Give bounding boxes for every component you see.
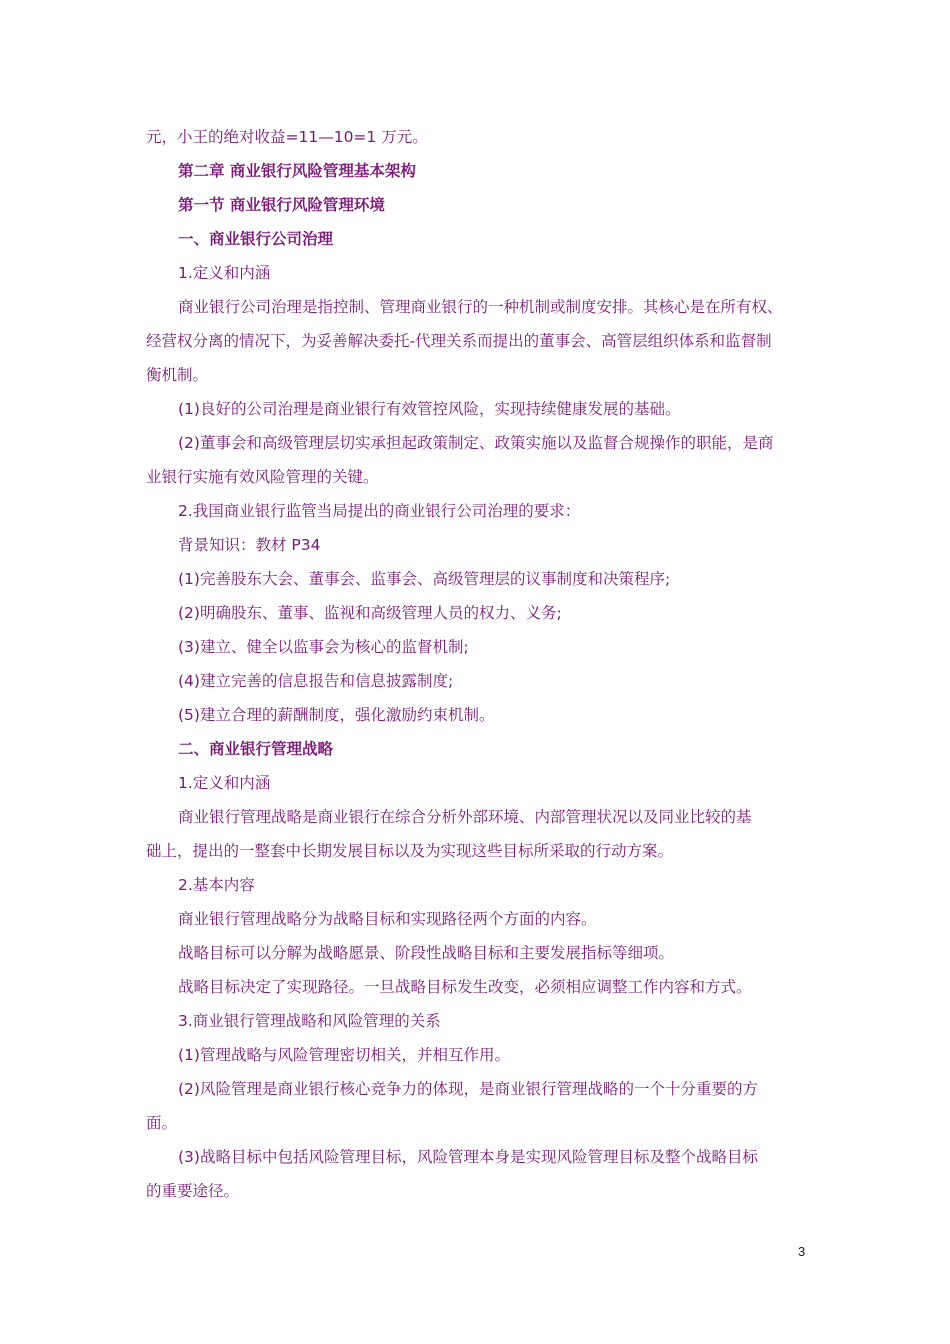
background-note: 背景知识：教材 P34 <box>178 536 321 554</box>
document-body <box>146 120 810 1208</box>
list-item: (1)管理战略与风险管理密切相关，并相互作用。 <box>178 1046 510 1064</box>
list-item: (2)明确股东、董事、监视和高级管理人员的权力、义务; <box>178 604 562 622</box>
section-heading: 第一节 商业银行风险管理环境 <box>178 196 385 214</box>
list-item: (3)建立、健全以监事会为核心的监督机制; <box>178 638 469 656</box>
chapter-heading: 第二章 商业银行风险管理基本架构 <box>178 162 416 180</box>
list-item: (3)战略目标中包括风险管理目标，风险管理本身是实现风险管理目标及整个战略目标 <box>178 1148 758 1166</box>
paragraph-line: 经营权分离的情况下，为妥善解决委托-代理关系而提出的董事会、高管层组织体系和监督制 <box>146 332 772 350</box>
text-line: 元，小王的绝对收益=11—10=1 万元。 <box>146 128 428 146</box>
list-item: (2)董事会和高级管理层切实承担起政策制定、政策实施以及监督合规操作的职能，是商 <box>178 434 774 452</box>
item-heading: 2.基本内容 <box>178 876 255 894</box>
item-heading: 1.定义和内涵 <box>178 264 271 282</box>
paragraph-line: 商业银行公司治理是指控制、管理商业银行的一种机制或制度安排。其核心是在所有权、 <box>178 298 783 316</box>
list-item-continuation: 的重要途径。 <box>146 1182 240 1200</box>
paragraph-line: 战略目标决定了实现路径。一旦战略目标发生改变，必须相应调整工作内容和方式。 <box>178 978 752 996</box>
list-item: (4)建立完善的信息报告和信息披露制度; <box>178 672 454 690</box>
page-number: 3 <box>798 1244 806 1259</box>
paragraph-line: 战略目标可以分解为战略愿景、阶段性战略目标和主要发展指标等细项。 <box>178 944 675 962</box>
paragraph-line: 础上，提出的一整套中长期发展目标以及为实现这些目标所采取的行动方案。 <box>146 842 674 860</box>
list-item: (2)风险管理是商业银行核心竞争力的体现，是商业银行管理战略的一个十分重要的方 <box>178 1080 758 1098</box>
list-item: (1)完善股东大会、董事会、监事会、高级管理层的议事制度和决策程序; <box>178 570 671 588</box>
item-heading: 2.我国商业银行监管当局提出的商业银行公司治理的要求： <box>178 502 581 520</box>
subsection-heading: 一、商业银行公司治理 <box>178 230 334 248</box>
item-heading: 3.商业银行管理战略和风险管理的关系 <box>178 1012 441 1030</box>
paragraph-line: 衡机制。 <box>146 366 209 384</box>
list-item: (1)良好的公司治理是商业银行有效管控风险，实现持续健康发展的基础。 <box>178 400 681 418</box>
list-item-continuation: 面。 <box>146 1114 178 1132</box>
subsection-heading: 二、商业银行管理战略 <box>178 740 334 758</box>
paragraph-line: 商业银行管理战略是商业银行在综合分析外部环境、内部管理状况以及同业比较的基 <box>178 808 752 826</box>
paragraph-line: 商业银行管理战略分为战略目标和实现路径两个方面的内容。 <box>178 910 597 928</box>
item-heading: 1.定义和内涵 <box>178 774 271 792</box>
list-item: (5)建立合理的薪酬制度，强化激励约束机制。 <box>178 706 495 724</box>
list-item-continuation: 业银行实施有效风险管理的关键。 <box>146 468 379 486</box>
